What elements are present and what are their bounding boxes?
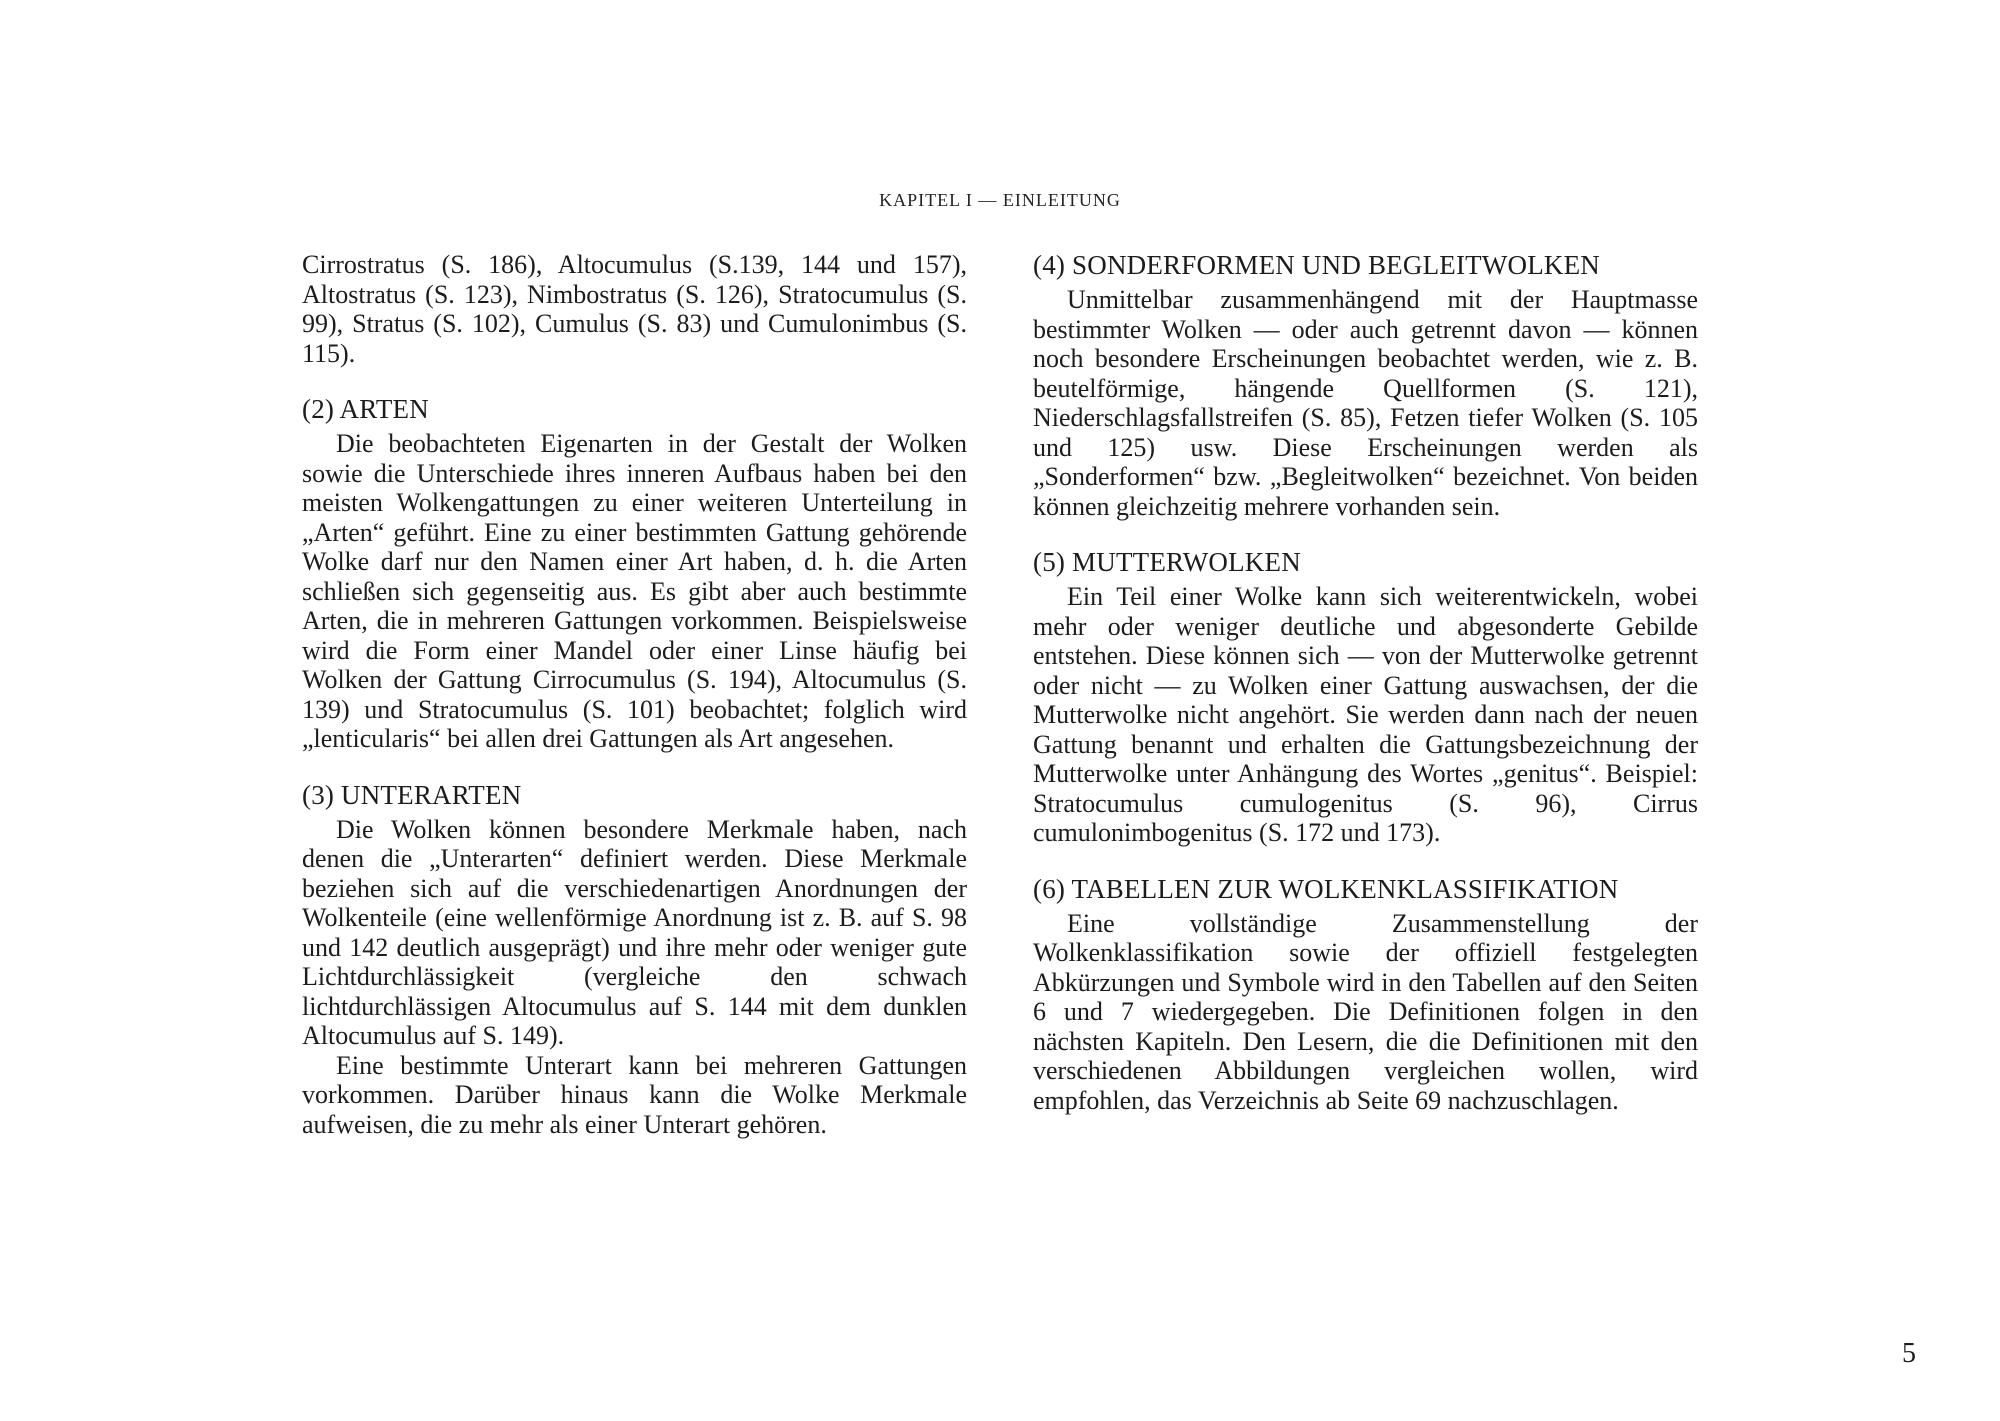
page-number: 5 [1902, 1338, 1916, 1369]
paragraph-unterarten-2: Eine bestimmte Unterart kann bei mehreren Gattungen vorkommen. Darüber hinaus kann die Wolke Merkmale aufweisen, die zu mehr als einer Unterart gehören. [302, 1050, 967, 1139]
intro-paragraph: Cirrostratus (S. 186), Altocumulus (S.139, 144 und 157), Altostratus (S. 123), Nimbostratus (S. 126), Stratocumulus (S. 99), Stratus (S. 102), Cumulus (S. 83) und Cumulonimbus (S. 115). [302, 250, 967, 368]
paragraph-arten: Die beobachteten Eigenarten in der Gestalt der Wolken sowie die Unterschiede ihres inneren Aufbaus haben bei den meisten Wolkengattungen zu einer weiteren Unterteilung in „Arten“ geführt. Eine zu einer bestimmten Gattung gehörende Wolke darf nur den Namen einer Art haben, d. h. die Arten schließen sich gegenseitig aus. Es gibt aber auch bestimmte Arten, die in mehreren Gattungen vorkommen. Beispielsweise wird die Form einer Mandel oder einer Linse häufig bei Wolken der Gattung Cirrocumulus (S. 194), Altocumulus (S. 139) und Stratocumulus (S. 101) beobachtet; folglich wird „lenticularis“ bei allen drei Gattungen als Art angesehen. [302, 429, 967, 753]
section-heading-tabellen: (6) TABELLEN ZUR WOLKENKLASSIFIKATION [1033, 873, 1619, 904]
paragraph-mutterwolken: Ein Teil einer Wolke kann sich weiterentwickeln, wobei mehr oder weniger deutliche und abgesonderte Gebilde entstehen. Diese können sich — von der Mutterwolke getrennt oder nicht — zu Wolken einer Gattung auswachsen, der die Mutterwolke nicht angehört. Sie werden dann nach der neuen Gattung benannt und erhalten die Gattungsbezeichnung der Mutterwolke unter Anhängung des Wortes „genitus“. Beispiel: Stratocumulus cumulogenitus (S. 96), Cirrus cumulonimbogenitus (S. 172 und 173). [1033, 582, 1698, 847]
paragraph-unterarten-1: Die Wolken können besondere Merkmale haben, nach denen die „Unterarten“ definiert werden. Diese Merkmale beziehen sich auf die verschiedenartigen Anordnungen der Wolkenteile (eine wellenförmige Anordnung ist z. B. auf S. 98 und 142 deutlich ausgeprägt) und ihre mehr oder weniger gute Lichtdurchlässigkeit (vergleiche den schwach lichtdurchlässigen Altocumulus auf S. 144 mit dem dunklen Altocumulus auf S. 149). [302, 814, 967, 1050]
left-column [302, 250, 967, 1139]
section-heading-unterarten: (3) UNTERARTEN [302, 779, 522, 810]
right-column [1033, 250, 1698, 1115]
running-head: KAPITEL I — EINLEITUNG [879, 190, 1121, 210]
paragraph-tabellen: Eine vollständige Zusammenstellung der Wolkenklassifikation sowie der offiziell festgelegten Abkürzungen und Symbole wird in den Tabellen auf den Seiten 6 und 7 wiedergegeben. Die Definitionen folgen in den nächsten Kapiteln. Den Lesern, die die Definitionen mit den verschiedenen Abbildungen vergleichen wollen, wird empfohlen, das Verzeichnis ab Seite 69 nachzuschlagen. [1033, 908, 1698, 1115]
section-heading-sonderformen: (4) SONDERFORMEN UND BEGLEITWOLKEN [1033, 250, 1600, 280]
paragraph-sonderformen: Unmittelbar zusammenhängend mit der Hauptmasse bestimmter Wolken — oder auch getrennt davon — können noch besondere Erscheinungen beobachtet werden, wie z. B. beutelförmige, hängende Quellformen (S. 121), Niederschlagsfallstreifen (S. 85), Fetzen tiefer Wolken (S. 105 und 125) usw. Diese Erscheinungen werden als „Sonderformen“ bzw. „Begleitwolken“ bezeichnet. Von beiden können gleichzeitig mehrere vorhanden sein. [1033, 285, 1698, 521]
section-heading-arten: (2) ARTEN [302, 394, 429, 424]
section-heading-mutterwolken: (5) MUTTERWOLKEN [1033, 547, 1301, 577]
